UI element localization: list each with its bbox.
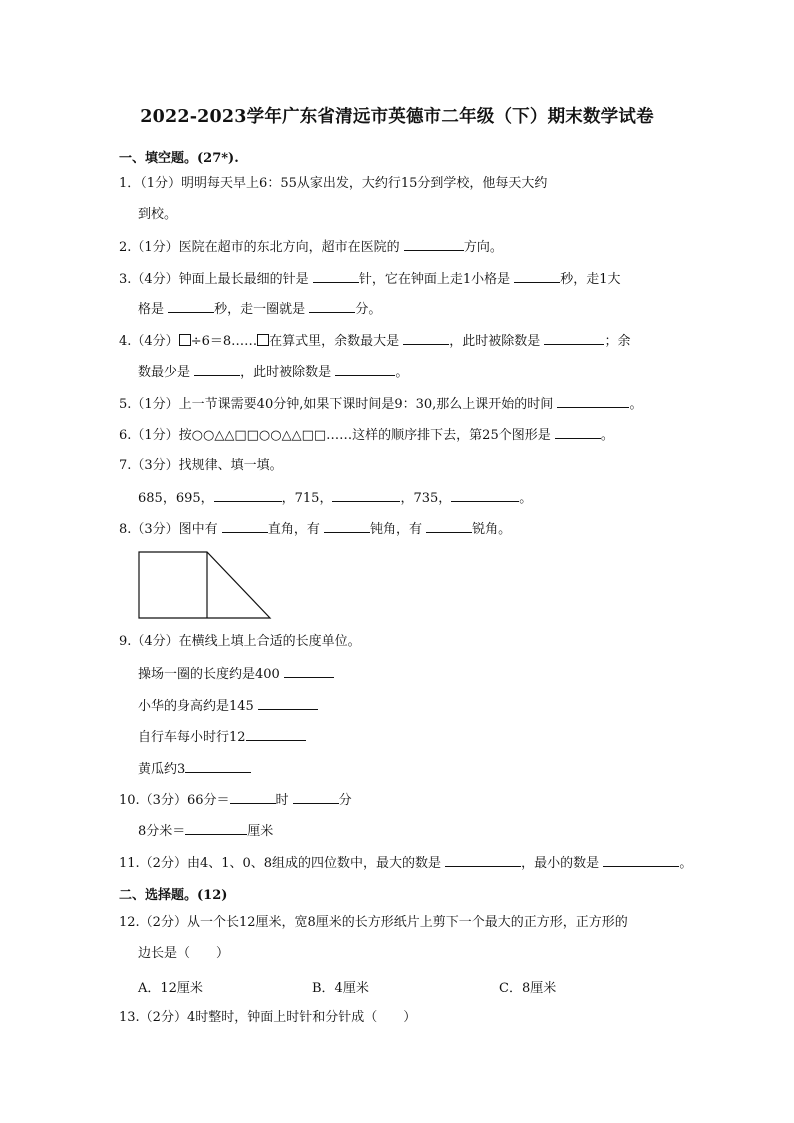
question-11: 11.（2分）由4、1、0、8组成的四位数中，最大的数是 ，最小的数是 。 xyxy=(119,856,693,871)
question-7-sequence: 685，695， ，715， ，735， 。 xyxy=(138,491,533,506)
answer-blank[interactable] xyxy=(555,426,601,439)
question-1: 1．（1分）明明每天早上6：55从家出发，大约行15分到学校，他每天大约 xyxy=(119,176,548,191)
question-12-cont: 边长是（ ） xyxy=(138,946,230,961)
box-placeholder-icon xyxy=(179,334,191,346)
answer-blank[interactable] xyxy=(544,332,604,345)
answer-blank[interactable] xyxy=(246,728,306,741)
question-2: 2.（1分）医院在超市的东北方向，超市在医院的 方向。 xyxy=(119,240,503,255)
question-4: 4.（4分） ÷6＝8…… 在算式里，余数最大是 ，此时被除数是 ；余 xyxy=(119,334,631,349)
question-9-item-3: 自行车每小时行12 xyxy=(138,728,306,747)
question-12: 12.（2分）从一个长12厘米，宽8厘米的长方形纸片上剪下一个最大的正方形，正方形的 xyxy=(119,915,628,930)
answer-blank[interactable] xyxy=(309,300,355,313)
answer-blank[interactable] xyxy=(404,238,464,251)
answer-blank[interactable] xyxy=(194,363,240,376)
box-placeholder-icon xyxy=(257,334,269,346)
answer-blank[interactable] xyxy=(313,270,359,283)
answer-blank[interactable] xyxy=(214,489,282,502)
question-5: 5.（1分）上一节课需要40分钟,如果下课时间是9：30,那么上课开始的时间 。 xyxy=(119,397,643,412)
question-9-item-2: 小华的身高约是145 xyxy=(138,697,318,716)
option-b[interactable]: B．4厘米 xyxy=(312,981,369,996)
answer-blank[interactable] xyxy=(557,395,629,408)
answer-blank[interactable] xyxy=(324,520,370,533)
answer-blank[interactable] xyxy=(332,489,400,502)
section-choice-title: 二、选择题。(12) xyxy=(119,888,228,903)
answer-blank[interactable] xyxy=(445,854,521,867)
answer-blank[interactable] xyxy=(603,854,679,867)
answer-blank[interactable] xyxy=(335,363,395,376)
question-8: 8.（3分）图中有 直角，有 钝角，有 锐角。 xyxy=(119,522,512,537)
question-3-cont: 格是 秒，走一圈就是 分。 xyxy=(138,302,382,317)
answer-blank[interactable] xyxy=(284,665,334,678)
question-9-item-1: 操场一圈的长度约是400 xyxy=(138,665,334,684)
answer-blank[interactable] xyxy=(258,697,318,710)
answer-blank[interactable] xyxy=(451,489,519,502)
answer-blank[interactable] xyxy=(185,822,247,835)
question-10: 10.（3分）66分＝ 时 分 xyxy=(119,793,352,808)
square-triangle-figure xyxy=(137,550,277,622)
question-7: 7.（3分）找规律、填一填。 xyxy=(119,458,283,473)
answer-blank[interactable] xyxy=(293,791,339,804)
question-4-cont: 数最少是 ，此时被除数是 。 xyxy=(138,365,409,380)
question-1-cont: 到校。 xyxy=(138,207,178,222)
option-c[interactable]: C．8厘米 xyxy=(499,981,557,996)
question-13: 13.（2分）4时整时，钟面上时针和分针成（ ） xyxy=(119,1010,417,1025)
answer-blank[interactable] xyxy=(168,300,214,313)
exam-title: 2022-2023学年广东省清远市英德市二年级（下）期末数学试卷 xyxy=(140,107,654,127)
question-9-item-4: 黄瓜约3 xyxy=(138,760,251,779)
question-6: 6.（1分）按○○△△□□○○△△□□……这样的顺序排下去，第25个图形是 。 xyxy=(119,428,614,443)
answer-blank[interactable] xyxy=(426,520,472,533)
answer-blank[interactable] xyxy=(514,270,560,283)
answer-blank[interactable] xyxy=(185,760,251,773)
answer-blank[interactable] xyxy=(222,520,268,533)
option-a[interactable]: A．12厘米 xyxy=(138,981,203,996)
section-fill-in-title: 一、填空题。(27*). xyxy=(119,151,239,166)
answer-blank[interactable] xyxy=(403,332,449,345)
question-10-cont: 8分米＝ 厘米 xyxy=(138,824,274,839)
answer-blank[interactable] xyxy=(230,791,276,804)
question-3: 3.（4分）钟面上最长最细的针是 针，它在钟面上走1小格是 秒，走1大 xyxy=(119,272,621,287)
question-9: 9.（4分）在横线上填上合适的长度单位。 xyxy=(119,634,361,649)
